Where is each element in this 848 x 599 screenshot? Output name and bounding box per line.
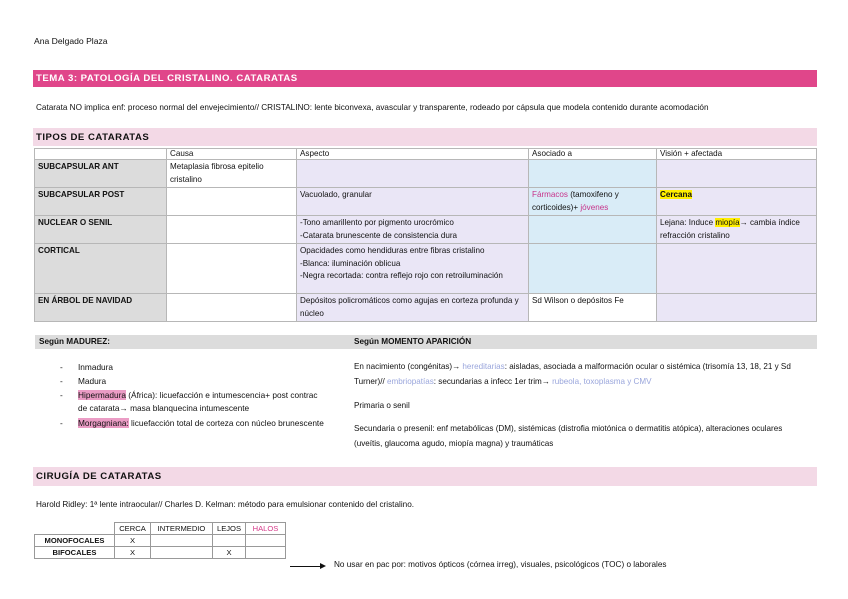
cell-causa xyxy=(167,244,297,294)
madurez-term-desc: (África): licuefacción e intumescencia+ post contrac de catarata→ masa blanquecina intumescente xyxy=(78,390,318,413)
lente-cell xyxy=(246,547,286,559)
cell-aspecto xyxy=(297,160,529,188)
lente-cell xyxy=(213,535,246,547)
lente-cell xyxy=(151,535,213,547)
madurez-item-text xyxy=(78,417,328,430)
momento-header: Según MOMENTO APARICIÓN xyxy=(350,335,817,349)
madurez-term: Morgagniana: xyxy=(78,418,129,428)
madurez-item-text xyxy=(78,389,328,415)
lente-cell: X xyxy=(115,535,151,547)
momento-primaria: Primaria o senil xyxy=(354,401,410,410)
cirugia-note: No usar en pac por: motivos ópticos (córnea irreg), visuales, psicológicos (TOC) o laborales xyxy=(334,560,667,569)
topic-title-bar xyxy=(33,70,817,87)
lente-name: MONOFOCALES xyxy=(35,535,115,547)
tipos-section-bar xyxy=(33,128,817,146)
lentes-table xyxy=(34,522,286,559)
cirugia-intro: Harold Ridley: 1ª lente intraocular// Charles D. Kelman: método para emulsionar contenido del cristalino. xyxy=(36,500,415,509)
cell-causa xyxy=(167,294,297,322)
vision-detalle: → cambia índice refracción cristalino xyxy=(660,218,800,240)
lentes-header-empty xyxy=(35,523,115,535)
tipos-header-aspecto: Aspecto xyxy=(297,149,529,160)
embriopatias-text: embriopatías xyxy=(386,376,434,386)
row-name: EN ÁRBOL DE NAVIDAD xyxy=(35,294,167,322)
table-row xyxy=(35,160,817,188)
momento-congenitas xyxy=(354,360,812,389)
madurez-term: Hipermadura xyxy=(78,390,126,400)
bullet-dash: - xyxy=(60,362,63,372)
tipos-header-empty xyxy=(35,149,167,160)
aspecto-line: -Negra recortada: contra reflejo rojo con retroiluminación xyxy=(300,271,503,280)
asociado-farmacos: Fármacos xyxy=(532,190,568,199)
madurez-header: Según MADUREZ: xyxy=(35,335,351,349)
bullet-dash: - xyxy=(60,376,63,386)
tipos-header-vision: Visión + afectada xyxy=(657,149,817,160)
infecciones-text: rubeola, toxoplasma y CMV xyxy=(552,376,652,386)
momento-secundaria: Secundaria o presenil: enf metabólicas (DM), sistémicas (distrofia miotónica o dermatitis atópica), alteraciones oculares (uveítis, glaucoma agudo, miopía magna) y traumáticas xyxy=(354,424,783,448)
madurez-item-text: Madura xyxy=(78,376,107,386)
table-row xyxy=(35,216,817,244)
arrow-right-icon xyxy=(320,563,326,569)
cell-aspecto xyxy=(297,216,529,244)
bullet-dash: - xyxy=(60,390,63,400)
aspecto-line: -Tono amarillento por pigmento urocrómico xyxy=(300,218,454,227)
table-row xyxy=(35,535,286,547)
lente-cell xyxy=(151,547,213,559)
cell-asociado xyxy=(529,216,657,244)
topic-title: TEMA 3: PATOLOGÍA DEL CRISTALINO. CATARATAS xyxy=(36,73,298,84)
table-row xyxy=(35,244,817,294)
cell-vision xyxy=(657,216,817,244)
lente-name: BIFOCALES xyxy=(35,547,115,559)
hereditarias-desc: : aisladas, asociada a malformación ocular o sistémica (trisomía 13, 18, 21 y Sd Turner)// xyxy=(354,362,791,386)
cell-asociado: Sd Wilson o depósitos Fe xyxy=(529,294,657,322)
row-name: NUCLEAR O SENIL xyxy=(35,216,167,244)
madurez-item-text: Inmadura xyxy=(78,362,114,372)
vision-cercana: Cercana xyxy=(660,190,692,199)
cell-asociado xyxy=(529,160,657,188)
lentes-header-halos: HALOS xyxy=(246,523,286,535)
asociado-jovenes: jóvenes xyxy=(580,202,609,212)
tipos-title: TIPOS DE CATARATAS xyxy=(36,132,150,143)
lentes-header-cerca: CERCA xyxy=(115,523,151,535)
cell-vision xyxy=(657,188,817,216)
madurez-term-desc: licuefacción total de corteza con núcleo brunescente xyxy=(128,418,324,428)
tipos-table xyxy=(34,148,817,322)
cell-aspecto: Vacuolado, granular xyxy=(297,188,529,216)
tipos-header-row xyxy=(35,149,817,160)
table-row xyxy=(35,188,817,216)
lente-cell: X xyxy=(213,547,246,559)
lentes-header-intermedio: INTERMEDIO xyxy=(151,523,213,535)
row-name: SUBCAPSULAR ANT xyxy=(35,160,167,188)
row-name: SUBCAPSULAR POST xyxy=(35,188,167,216)
cell-vision xyxy=(657,294,817,322)
lente-cell xyxy=(246,535,286,547)
hereditarias-text: hereditarias xyxy=(462,362,505,371)
row-name: CORTICAL xyxy=(35,244,167,294)
cell-causa: Metaplasia fibrosa epitelio cristalino xyxy=(167,160,297,188)
cell-aspecto xyxy=(297,244,529,294)
author-name: Ana Delgado Plaza xyxy=(34,36,108,46)
cell-asociado xyxy=(529,188,657,216)
vision-lejana: Lejana: Induce xyxy=(660,218,716,227)
aspecto-line: -Blanca: iluminación oblicua xyxy=(300,258,401,268)
table-row xyxy=(35,547,286,559)
cell-asociado xyxy=(529,244,657,294)
asociado-detalle: (tamoxifeno y corticoides)+ xyxy=(532,190,619,212)
intro-text: Catarata NO implica enf: proceso normal del envejecimiento// CRISTALINO: lente biconvexa, avascular y transparente, rodeado por cápsula que modela contenido durante acomodación xyxy=(36,103,709,112)
aspecto-line: -Catarata brunescente de consistencia dura xyxy=(300,230,458,240)
cell-vision xyxy=(657,160,817,188)
cirugia-title: CIRUGÍA DE CATARATAS xyxy=(36,471,162,482)
lentes-header-row xyxy=(35,523,286,535)
table-row xyxy=(35,294,817,322)
arrow-line xyxy=(290,566,323,567)
congenitas-text: En nacimiento (congénitas)→ xyxy=(354,362,463,371)
bullet-dash: - xyxy=(60,418,63,428)
cell-vision xyxy=(657,244,817,294)
cirugia-section-bar xyxy=(33,467,817,486)
tipos-header-causa: Causa xyxy=(167,149,297,160)
tipos-header-asociado: Asociado a xyxy=(529,149,657,160)
cell-causa xyxy=(167,188,297,216)
embriopatias-desc: : secundarias a infecc 1er trim→ xyxy=(433,376,553,386)
lentes-header-lejos: LEJOS xyxy=(213,523,246,535)
lente-cell: X xyxy=(115,547,151,559)
vision-miopia: miopía xyxy=(715,218,740,227)
aspecto-line: Opacidades como hendiduras entre fibras cristalino xyxy=(300,246,485,255)
cell-causa xyxy=(167,216,297,244)
cell-aspecto: Depósitos policromáticos como agujas en corteza profunda y núcleo xyxy=(297,294,529,322)
